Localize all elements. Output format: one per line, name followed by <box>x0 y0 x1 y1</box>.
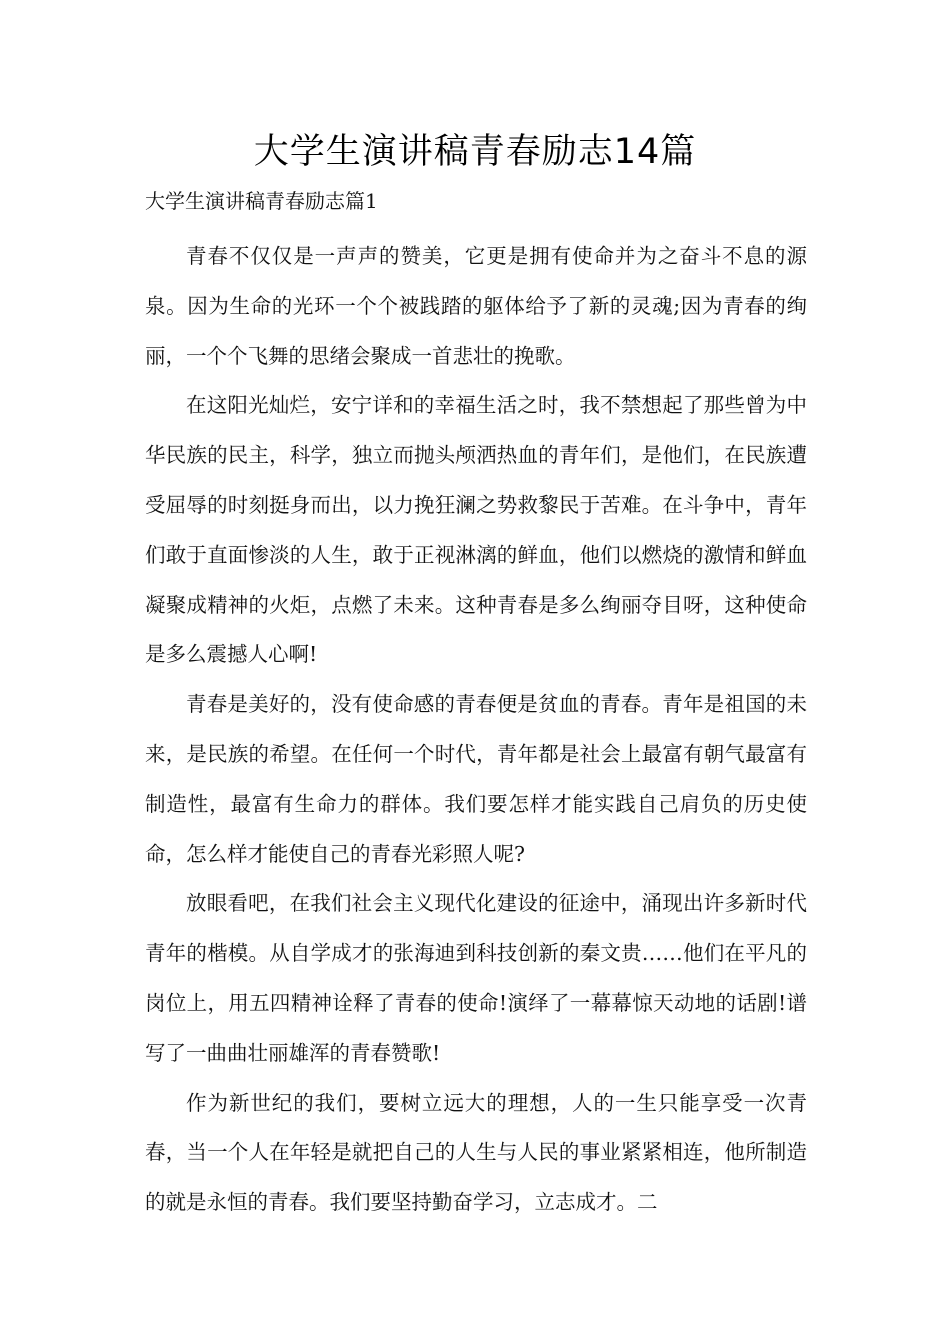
paragraph-3: 青春是美好的，没有使命感的青春便是贫血的青春。青年是祖国的未来，是民族的希望。在任何一个时代，青年都是社会上最富有朝气最富有制造性，最富有生命力的群体。我们要怎样才能实践自己肩负的历史使命，怎么样才能使自己的青春光彩照人呢? <box>145 692 807 866</box>
document-body <box>145 232 807 1228</box>
paragraph-1: 青春不仅仅是一声声的赞美，它更是拥有使命并为之奋斗不息的源泉。因为生命的光环一个个被践踏的躯体给予了新的灵魂;因为青春的绚丽，一个个飞舞的思绪会聚成一首悲壮的挽歌。 <box>145 244 807 368</box>
section-heading: 大学生演讲稿青春励志篇1 <box>145 189 378 213</box>
paragraph-4: 放眼看吧，在我们社会主义现代化建设的征途中，涌现出许多新时代青年的楷模。从自学成才的张海迪到科技创新的秦文贵……他们在平凡的岗位上，用五四精神诠释了青春的使命!演绎了一幕幕惊天动地的话剧!谱写了一曲曲壮丽雄浑的青春赞歌! <box>145 891 807 1065</box>
document-title: 大学生演讲稿青春励志14篇 <box>253 132 697 172</box>
paragraph-5: 作为新世纪的我们，要树立远大的理想，人的一生只能享受一次青春，当一个人在年轻是就把自己的人生与人民的事业紧紧相连，他所制造的就是永恒的青春。我们要坚持勤奋学习，立志成才。二 <box>145 1090 807 1215</box>
paragraph-2: 在这阳光灿烂，安宁详和的幸福生活之时，我不禁想起了那些曾为中华民族的民主，科学，独立而抛头颅洒热血的青年们，是他们，在民族遭受屈辱的时刻挺身而出，以力挽狂澜之势救黎民于苦难。在斗争中，青年们敢于直面惨淡的人生，敢于正视淋漓的鲜血，他们以燃烧的激情和鲜血凝聚成精神的火炬，点燃了未来。这种青春是多么绚丽夺目呀，这种使命是多么震撼人心啊! <box>145 393 807 667</box>
